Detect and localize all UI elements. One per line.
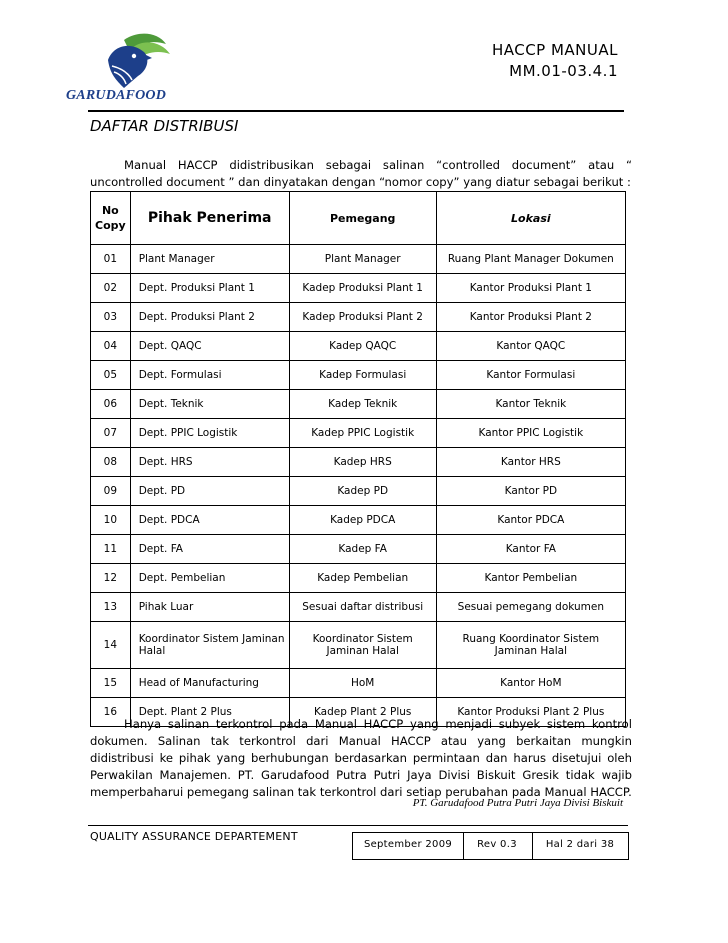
row-pemegang: Plant Manager: [289, 245, 436, 274]
row-pemegang: Kadep Teknik: [289, 390, 436, 419]
row-number: 01: [91, 245, 131, 274]
row-number: 03: [91, 303, 131, 332]
row-pemegang: Kadep PPIC Logistik: [289, 419, 436, 448]
footer-page: Hal 2 dari 38: [532, 832, 629, 860]
intro-text: Manual HACCP didistribusikan sebagai salinan “controlled document” atau “ uncontrolled document ” dan dinyatakan dengan “nomor copy” yang diatur sebagai berikut :: [90, 158, 632, 189]
row-lokasi: Kantor PPIC Logistik: [436, 419, 625, 448]
row-pihak-penerima: Dept. PDCA: [130, 506, 289, 535]
row-number: 11: [91, 535, 131, 564]
row-lokasi: Kantor PD: [436, 477, 625, 506]
row-number: 08: [91, 448, 131, 477]
row-lokasi: Sesuai pemegang dokumen: [436, 593, 625, 622]
header-pihak-penerima: Pihak Penerima: [130, 192, 289, 245]
row-pemegang: Kadep PDCA: [289, 506, 436, 535]
distribution-table: [90, 191, 626, 727]
table-row: [91, 622, 626, 669]
logo-wordmark: GARUDAFOOD: [66, 88, 167, 103]
row-pemegang: Kadep Pembelian: [289, 564, 436, 593]
header-no-copy: No Copy: [91, 192, 131, 245]
row-lokasi: Kantor PDCA: [436, 506, 625, 535]
table-row: [91, 669, 626, 698]
table-row: [91, 245, 626, 274]
table-row: [91, 390, 626, 419]
row-lokasi: Kantor Produksi Plant 2: [436, 303, 625, 332]
footer-department: QUALITY ASSURANCE DEPARTEMENT: [90, 830, 298, 843]
intro-paragraph: [90, 157, 632, 191]
row-number: 06: [91, 390, 131, 419]
document-code: MM.01-03.4.1: [509, 62, 618, 80]
table-row: [91, 564, 626, 593]
row-pemegang: Kadep Plant 2 Plus: [289, 698, 436, 727]
row-pihak-penerima: Dept. HRS: [130, 448, 289, 477]
row-number: 14: [91, 622, 131, 669]
row-pemegang: HoM: [289, 669, 436, 698]
row-lokasi: Kantor Formulasi: [436, 361, 625, 390]
row-number: 02: [91, 274, 131, 303]
table-row: [91, 535, 626, 564]
row-number: 07: [91, 419, 131, 448]
row-pihak-penerima: Dept. Plant 2 Plus: [130, 698, 289, 727]
row-lokasi: Ruang Koordinator Sistem Jaminan Halal: [436, 622, 625, 669]
closing-paragraph: [90, 716, 632, 801]
document-header: [492, 40, 618, 82]
section-title: DAFTAR DISTRIBUSI: [90, 117, 239, 135]
manual-title: HACCP MANUAL: [491, 41, 618, 59]
table-row: [91, 274, 626, 303]
row-lokasi: Kantor FA: [436, 535, 625, 564]
row-lokasi: Kantor HoM: [436, 669, 625, 698]
company-signature: PT. Garudafood Putra Putri Jaya Divisi Biskuit: [412, 797, 623, 809]
row-lokasi: Ruang Plant Manager Dokumen: [436, 245, 625, 274]
row-number: 13: [91, 593, 131, 622]
row-number: 15: [91, 669, 131, 698]
header-lokasi: Lokasi: [436, 192, 625, 245]
footer-rule: [88, 825, 628, 826]
row-pihak-penerima: Dept. PPIC Logistik: [130, 419, 289, 448]
row-pihak-penerima: Pihak Luar: [130, 593, 289, 622]
table-row: [91, 361, 626, 390]
row-lokasi: Kantor Teknik: [436, 390, 625, 419]
row-lokasi: Kantor Produksi Plant 1: [436, 274, 625, 303]
table-row: [91, 332, 626, 361]
row-pihak-penerima: Dept. QAQC: [130, 332, 289, 361]
row-pemegang: Kadep Formulasi: [289, 361, 436, 390]
row-pihak-penerima: Dept. Produksi Plant 2: [130, 303, 289, 332]
row-pihak-penerima: Dept. Produksi Plant 1: [130, 274, 289, 303]
table-row: [91, 506, 626, 535]
row-pemegang: Koordinator Sistem Jaminan Halal: [289, 622, 436, 669]
row-number: 09: [91, 477, 131, 506]
row-pemegang: Kadep PD: [289, 477, 436, 506]
row-pihak-penerima: Dept. Formulasi: [130, 361, 289, 390]
table-row: [91, 303, 626, 332]
table-row: [91, 448, 626, 477]
footer-revision: Rev 0.3: [462, 832, 533, 860]
row-number: 05: [91, 361, 131, 390]
row-number: 10: [91, 506, 131, 535]
row-pemegang: Kadep FA: [289, 535, 436, 564]
row-lokasi: Kantor HRS: [436, 448, 625, 477]
row-pemegang: Kadep QAQC: [289, 332, 436, 361]
row-pemegang: Kadep Produksi Plant 2: [289, 303, 436, 332]
row-lokasi: Kantor Pembelian: [436, 564, 625, 593]
row-pihak-penerima: Koordinator Sistem Jaminan Halal: [130, 622, 289, 669]
row-lokasi: Kantor QAQC: [436, 332, 625, 361]
table-row: [91, 593, 626, 622]
row-number: 04: [91, 332, 131, 361]
header-pemegang: Pemegang: [289, 192, 436, 245]
header-rule: [88, 110, 624, 112]
table-row: [91, 477, 626, 506]
table-header-row: [91, 192, 626, 245]
row-number: 16: [91, 698, 131, 727]
row-pihak-penerima: Head of Manufacturing: [130, 669, 289, 698]
row-pihak-penerima: Dept. FA: [130, 535, 289, 564]
row-pihak-penerima: Dept. Teknik: [130, 390, 289, 419]
row-pihak-penerima: Dept. Pembelian: [130, 564, 289, 593]
row-lokasi: Kantor Produksi Plant 2 Plus: [436, 698, 625, 727]
row-pemegang: Sesuai daftar distribusi: [289, 593, 436, 622]
closing-text: Hanya salinan terkontrol pada Manual HACCP yang menjadi subyek sistem kontrol dokumen. Salinan tak terkontrol dari Manual HACCP atau yang berkaitan mungkin didistribusi ke pihak yang berhubungan berdasarkan permintaan dan harus disetujui oleh Perwakilan Manajemen. PT. Garudafood Putra Putri Jaya Divisi Biskuit Gresik tidak wajib memperbaharui pemegang salinan tak terkontrol dari setiap perubahan pada Manual HACCP.: [90, 717, 632, 799]
row-number: 12: [91, 564, 131, 593]
row-pihak-penerima: Dept. PD: [130, 477, 289, 506]
footer-date: September 2009: [352, 832, 464, 860]
row-pihak-penerima: Plant Manager: [130, 245, 289, 274]
row-pemegang: Kadep HRS: [289, 448, 436, 477]
table-row: [91, 419, 626, 448]
row-pemegang: Kadep Produksi Plant 1: [289, 274, 436, 303]
